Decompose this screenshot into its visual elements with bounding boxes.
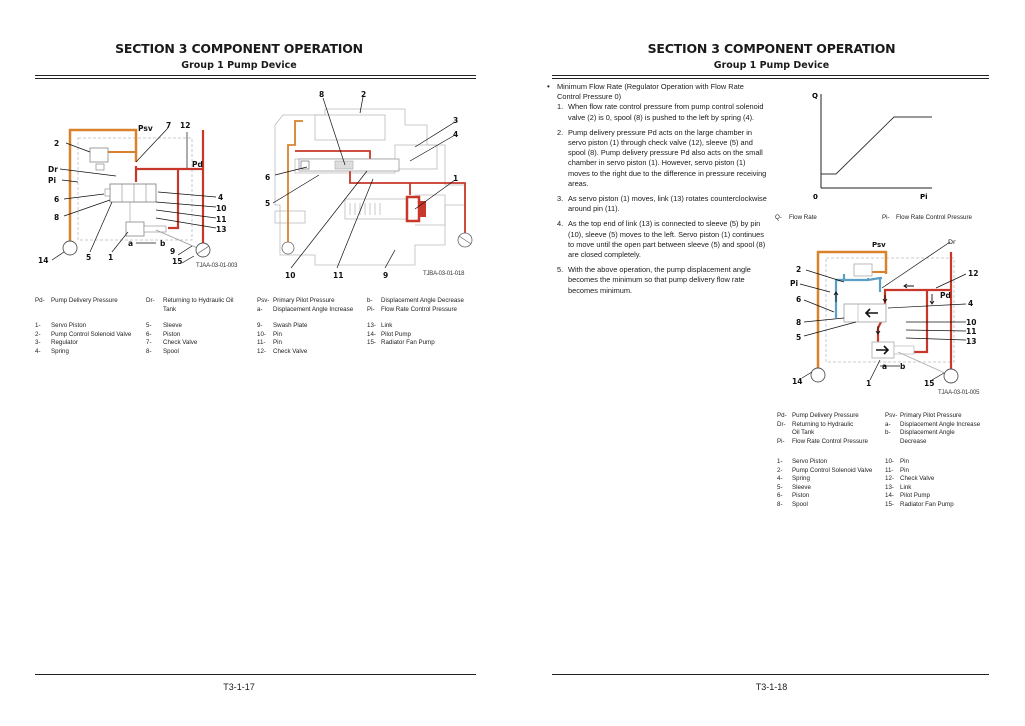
callout-pi: Pi (48, 176, 57, 185)
callout-psv: Psv (138, 124, 153, 133)
callout-5: 5 (796, 333, 802, 342)
page-t3-1-17 (0, 0, 512, 726)
callout-a: a (882, 362, 888, 371)
callout-8: 8 (54, 213, 60, 222)
regulator-schematic-figure (30, 90, 260, 280)
callout-5: 5 (265, 199, 271, 208)
callout-4: 4 (453, 130, 459, 139)
radiator-fan-pump (944, 369, 958, 383)
callout-8: 8 (796, 318, 802, 327)
graph-caption-q: Q- Flow Rate (775, 214, 817, 221)
servo-piston (126, 222, 144, 236)
step-item: 1. When flow rate control pressure from pump control solenoid valve (2) is 0, spool (8) is pushed to the left by spring (4). (557, 102, 764, 122)
callout-15: 15 (172, 257, 183, 266)
callout-pd: Pd (192, 160, 203, 169)
callout-7: 7 (166, 121, 172, 130)
origin-label: 0 (813, 193, 818, 201)
step-item: 4. As the top end of link (13) is connected to sleeve (5) by pin (10), sleeve (5) moves to the left. Servo piston (1) continues to move until the open part between sleeve (5) and spool (8) are closed completely. (557, 219, 766, 260)
delivery-to-servo (910, 290, 927, 352)
step-item: 3. As servo piston (1) moves, link (13) rotates counterclockwise around pin (11). (557, 194, 767, 214)
minimum-flow-schematic-figure (770, 230, 1000, 410)
callout-13: 13 (966, 337, 977, 346)
callout-8: 8 (319, 90, 325, 99)
operation-steps (547, 102, 769, 295)
callout-11: 11 (216, 215, 227, 224)
footer-rule (552, 674, 989, 675)
figure-id: TJAA-03-01-003 (196, 263, 238, 269)
header-rule (552, 75, 989, 79)
callout-10: 10 (966, 318, 977, 327)
callout-14: 14 (792, 377, 803, 386)
callout-4: 4 (218, 193, 224, 202)
callout-b: b (160, 239, 166, 248)
section-title: SECTION 3 COMPONENT OPERATION (115, 41, 363, 56)
callout-psv: Psv (872, 241, 886, 249)
flow-rate-curve (821, 117, 932, 174)
parts-legend-col2: 10- Pin 11- Pin 12- Check Valve 13- Link 14- Pilot Pump 15- Radiator Fan Pump (885, 458, 954, 508)
callout-3: 3 (453, 116, 459, 125)
parts-legend-col1: 1- Servo Piston 2- Pump Control Solenoid Valve 3- Regulator 4- Spring (35, 322, 132, 355)
callout-2: 2 (796, 265, 802, 274)
callout-11: 11 (333, 271, 344, 280)
regulator-cutaway (255, 85, 485, 285)
page-number: T3-1-18 (755, 682, 788, 692)
regulator-cutaway-figure (255, 85, 485, 285)
callout-12: 12 (968, 269, 979, 278)
pilot-pump (811, 368, 825, 382)
bullet-heading: • Minimum Flow Rate (Regulator Operation with Flow Rate Control Pressure 0) (547, 82, 744, 102)
callout-10: 10 (285, 271, 296, 280)
parts-legend-col3: 9- Swash Plate 10- Pin 11- Pin 12- Check Valve (257, 322, 308, 355)
callout-15: 15 (924, 379, 935, 388)
solenoid-valve (854, 264, 872, 276)
group-title: Group 1 Pump Device (181, 60, 297, 71)
callout-pi: Pi (790, 279, 799, 288)
callout-12: 12 (180, 121, 191, 130)
abbrev-legend-col3: Psv- Primary Pilot Pressure a- Displacement Angle Increase (257, 297, 354, 313)
pilot-line (288, 121, 303, 243)
callout-9: 9 (383, 271, 389, 280)
step-item: 5. With the above operation, the pump displacement angle becomes the minimum so that pump delivery flow rate becomes minimum. (557, 265, 751, 295)
pilot-pump (282, 242, 294, 254)
delivery-to-servo (168, 169, 178, 228)
pilot-pump (63, 241, 77, 255)
callout-6: 6 (54, 195, 60, 204)
x-axis-label: Pi (920, 193, 928, 201)
regulator-schematic (30, 90, 260, 280)
abbrev-legend-col4: b- Displacement Angle Decrease Pi- Flow Rate Control Pressure (367, 297, 464, 313)
section-title: SECTION 3 COMPONENT OPERATION (647, 41, 896, 56)
page-number: T3-1-17 (223, 682, 255, 692)
operation-description (547, 82, 769, 301)
parts-legend-col2: 5- Sleeve 6- Piston 7- Check Valve 8- Spool (146, 322, 198, 355)
callout-2: 2 (54, 139, 60, 148)
step-item: 2. Pump delivery pressure Pd acts on the large chamber in servo piston (1) through check valve (12), sleeve (5) and spool (8). Pump delivery pressure Pd also acts on the small chamber in servo piston (1). However, servo piston (1) moves to the right due to the difference in pressure receiving areas. (557, 127, 767, 188)
header-rule (35, 75, 476, 79)
callout-2: 2 (361, 90, 367, 99)
callout-9: 9 (170, 247, 176, 256)
figure-id: TJAA-03-01-005 (938, 390, 980, 396)
callout-6: 6 (796, 295, 802, 304)
callout-1: 1 (108, 253, 114, 262)
abbrev-legend-col1: Pd- Pump Delivery Pressure (35, 297, 118, 304)
group-title: Group 1 Pump Device (713, 60, 830, 71)
abbrev-legend-col2: Dr- Returning to Hydraulic Oil Tank (146, 297, 234, 313)
callout-5: 5 (86, 253, 92, 262)
graph-caption-pi: Pi- Flow Rate Control Pressure (882, 214, 972, 221)
abbrev-legend-col1: Pd- Pump Delivery Pressure Dr- Returning to Hydraulic Oil Tank Pi- Flow Rate Control Pressure (777, 412, 868, 445)
parts-legend-col1: 1- Servo Piston 2- Pump Control Solenoid Valve 4- Spring 5- Sleeve 6- Piston 8- Spool (777, 458, 873, 508)
callout-13: 13 (216, 225, 227, 234)
flow-rate-graph (770, 82, 990, 232)
callout-a: a (128, 239, 134, 248)
figure-id: TJBA-03-01-018 (423, 271, 465, 277)
callout-1: 1 (453, 174, 459, 183)
callout-10: 10 (216, 204, 227, 213)
callout-11: 11 (966, 327, 977, 336)
footer-rule (35, 674, 476, 675)
minimum-flow-schematic (770, 230, 1000, 410)
callout-dr: Dr (948, 238, 956, 246)
callout-dr: Dr (48, 165, 58, 174)
page-t3-1-18 (512, 0, 1025, 726)
y-axis-label: Q (812, 92, 818, 100)
callout-b: b (900, 362, 906, 371)
callout-pd: Pd (940, 291, 951, 300)
callout-1: 1 (866, 379, 872, 388)
abbrev-legend-col2: Psv- Primary Pilot Pressure a- Displacement Angle Increase b- Displacement Angle Decrease (885, 412, 981, 445)
callout-14: 14 (38, 256, 49, 265)
parts-legend-col4: 13- Link 14- Pilot Pump 15- Radiator Fan Pump (367, 322, 435, 346)
flow-rate-graph-svg (770, 82, 990, 232)
servo-piston-chamber (407, 197, 419, 221)
callout-4: 4 (968, 299, 974, 308)
spool-block (110, 184, 156, 202)
callout-6: 6 (265, 173, 271, 182)
solenoid-valve (90, 148, 108, 162)
